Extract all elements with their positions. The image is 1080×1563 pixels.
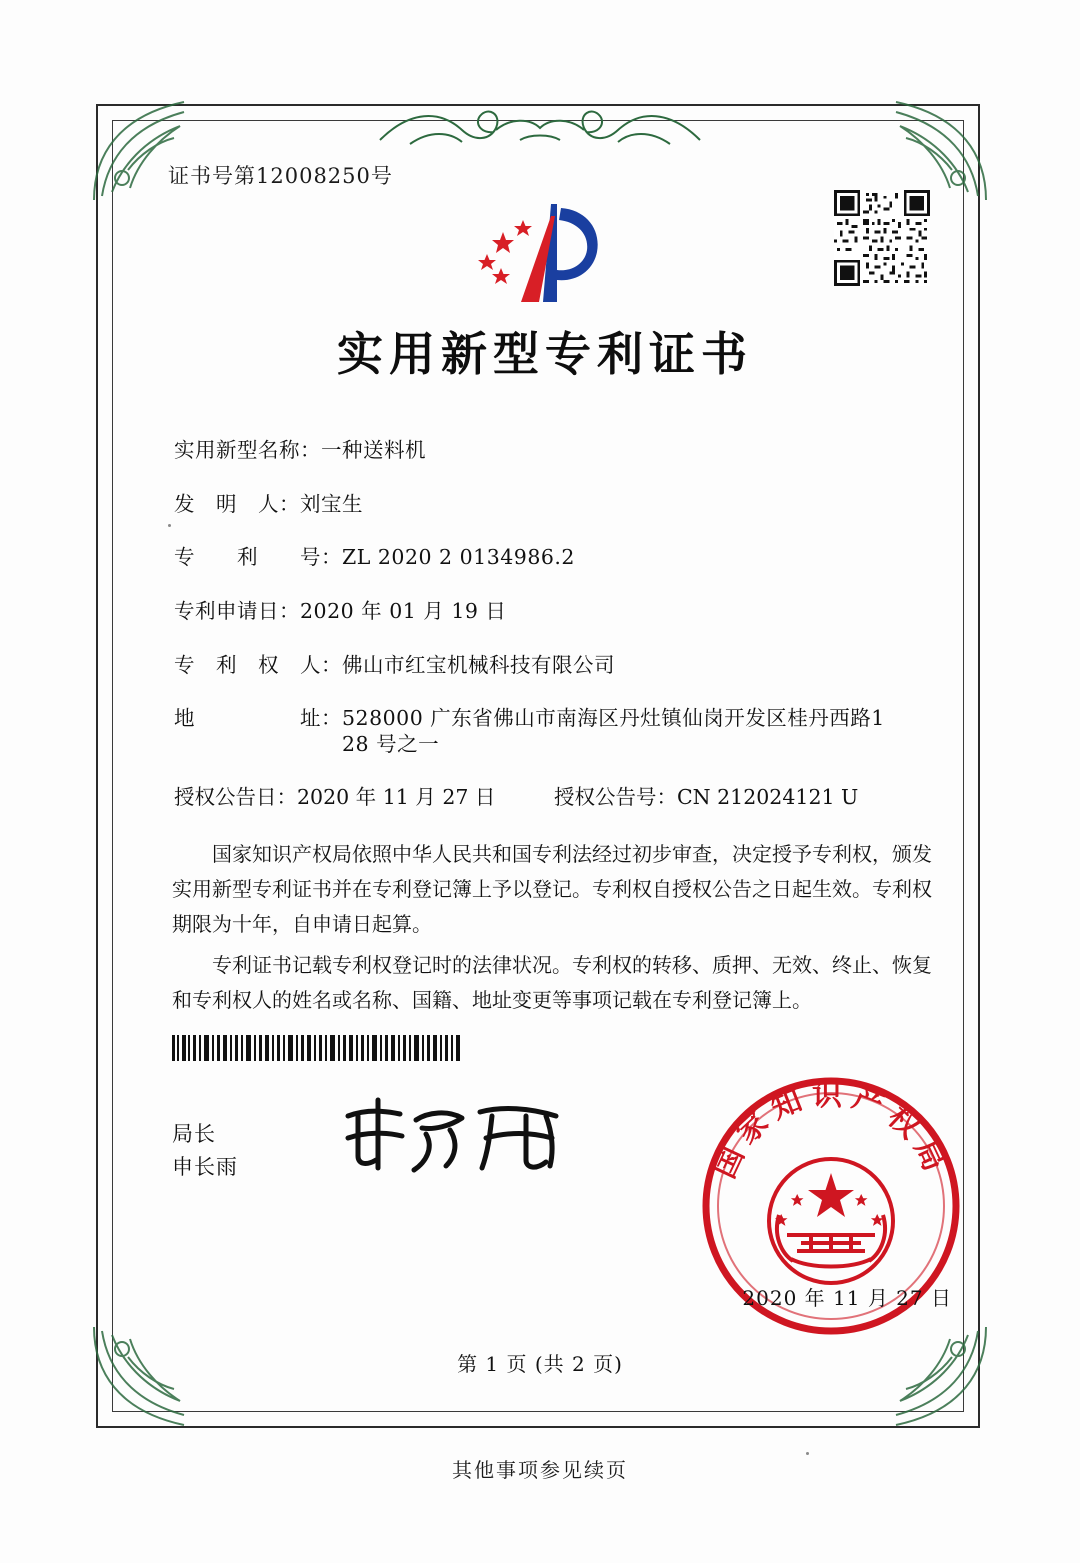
legal-paragraph-2: 专利证书记载专利权登记时的法律状况。专利权的转移、质押、无效、终止、恢复和专利权人的姓名或名称、国籍、地址变更等事项记载在专利登记簿上。 — [172, 953, 932, 1012]
field-row-patentee — [174, 653, 940, 679]
field-label: 专 利 权 人： — [174, 652, 342, 677]
field-row-inventor — [174, 492, 940, 518]
field-label: 专 利 号： — [174, 545, 342, 570]
field-row-patent-number — [174, 545, 940, 571]
address-line-2: 28 号之一 — [342, 731, 440, 756]
svg-text:国家知识产权局: 国家知识产权局 — [707, 1078, 955, 1184]
field-list — [174, 438, 940, 811]
qr-code-icon — [834, 190, 930, 286]
grant-date-label: 授权公告日： — [174, 785, 297, 810]
field-label: 发 明 人： — [174, 491, 300, 516]
field-value: ZL 2020 2 0134986.2 — [342, 545, 575, 570]
scan-speck — [806, 1452, 809, 1455]
field-row-application-date — [174, 599, 940, 625]
signature-name: 申长雨 — [172, 1154, 238, 1179]
legal-text — [172, 837, 932, 1018]
field-value: 一种送料机 — [321, 438, 426, 462]
field-row-utility-model-name — [174, 438, 940, 464]
address-line-1: 528000 广东省佛山市南海区丹灶镇仙岗开发区桂丹西路1 — [342, 706, 885, 731]
signature-role: 局长 — [172, 1122, 216, 1146]
field-label: 专利申请日： — [174, 598, 300, 623]
grant-number-value: CN 212024121 U — [677, 785, 859, 810]
top-scroll-ornament-icon — [370, 100, 710, 154]
field-value-address — [342, 706, 940, 757]
legal-paragraph-1: 国家知识产权局依照中华人民共和国专利法经过初步审查，决定授予专利权，颁发实用新型专利证书并在专利登记簿上予以登记。专利权自授权公告之日起生效。专利权期限为十年，自申请日起算。 — [172, 842, 932, 936]
cnipa-star-emblem-icon — [465, 196, 625, 316]
barcode-icon — [172, 1035, 462, 1061]
grant-date-value: 2020 年 11 月 27 日 — [297, 785, 496, 810]
grant-number — [554, 785, 858, 811]
certificate-content — [150, 160, 940, 1024]
footer-note: 其他事项参见续页 — [452, 1458, 628, 1482]
field-value: 2020 年 01 月 19 日 — [300, 598, 507, 623]
field-row-address — [174, 706, 940, 757]
grant-announcement-row — [174, 785, 940, 811]
grant-number-label: 授权公告号： — [554, 785, 677, 810]
signature-block — [172, 1118, 238, 1183]
field-value: 佛山市红宝机械科技有限公司 — [342, 652, 615, 677]
scan-speck — [168, 524, 171, 527]
field-label: 地 址： — [174, 706, 342, 731]
field-label: 实用新型名称： — [174, 438, 321, 462]
handwritten-signature-icon — [330, 1090, 590, 1180]
grant-date — [174, 785, 554, 811]
seal-date: 2020 年 11 月 27 日 — [742, 1286, 952, 1310]
field-value: 刘宝生 — [300, 491, 363, 516]
page-title: 实用新型专利证书 — [337, 327, 753, 381]
page-number: 第 1 页 (共 2 页) — [457, 1352, 623, 1376]
certificate-number: 证书号第12008250号 — [168, 164, 393, 188]
